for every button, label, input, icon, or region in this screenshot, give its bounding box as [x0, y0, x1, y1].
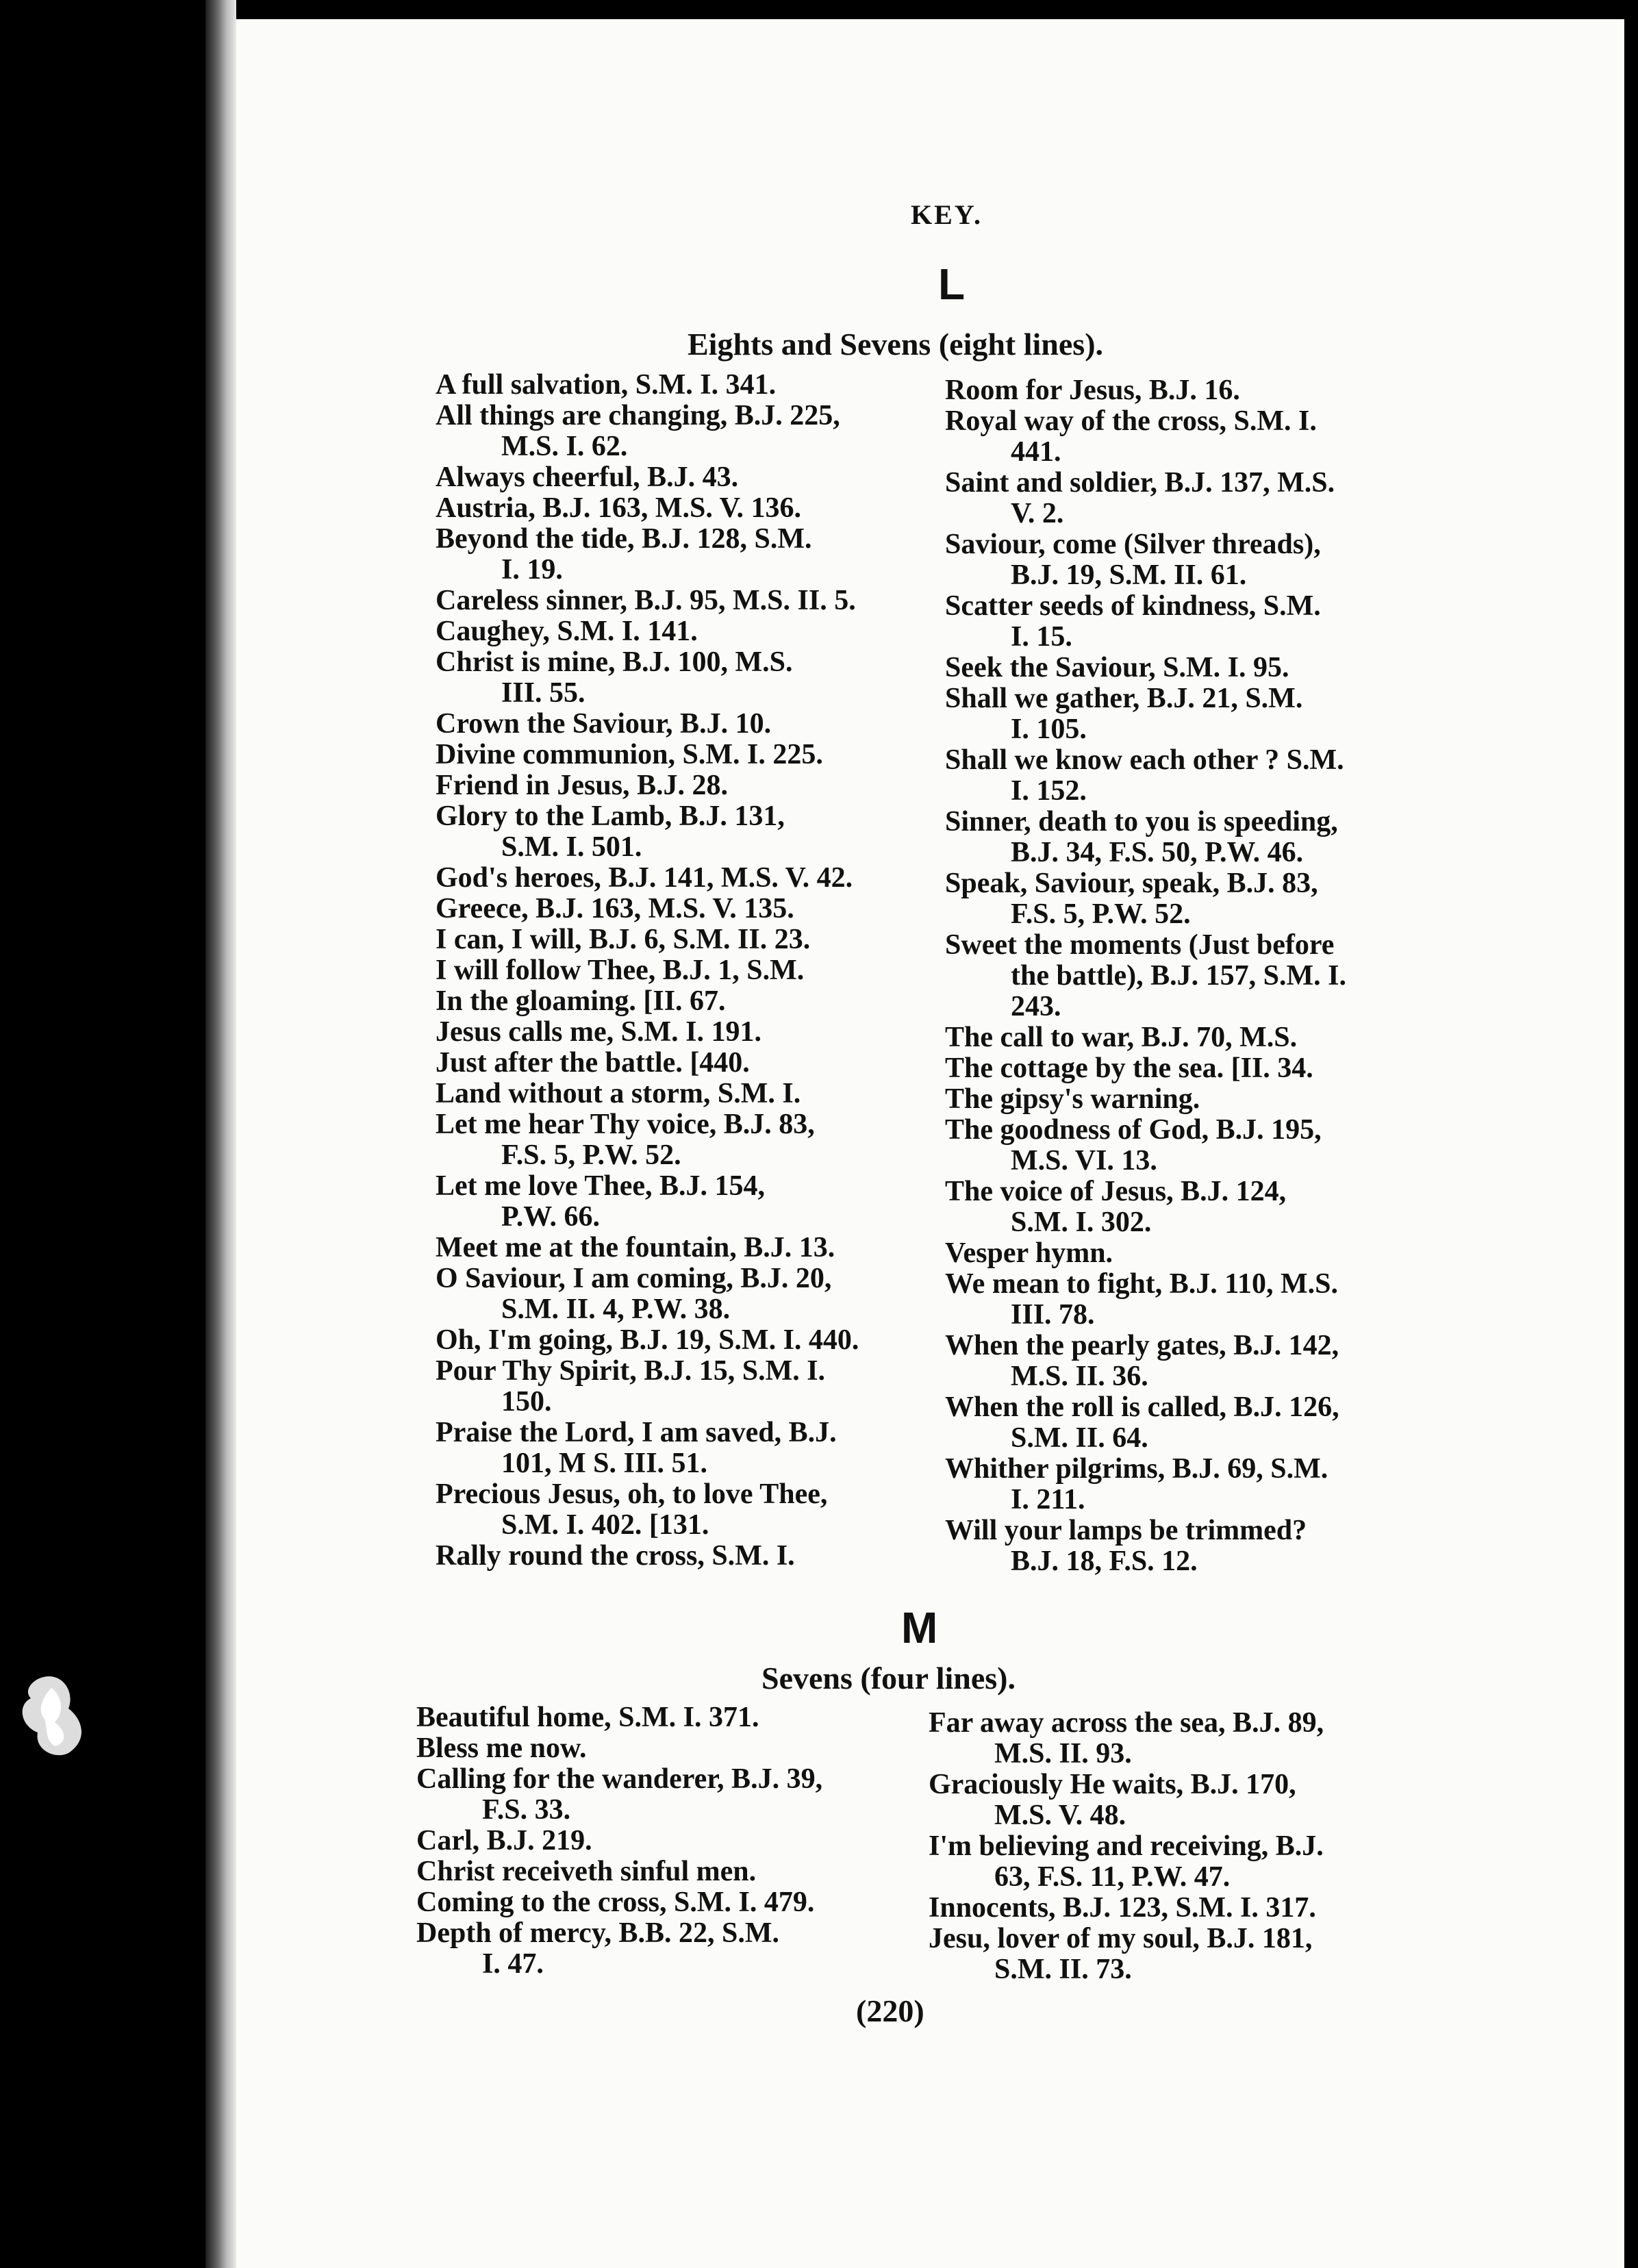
index-entry [945, 1115, 1452, 1176]
index-entry [416, 1918, 916, 1980]
index-entry [945, 591, 1452, 653]
entry-title: Will your lamps be trimmed? [945, 1515, 1307, 1546]
index-entry [945, 529, 1452, 591]
index-entry [436, 1233, 935, 1263]
entry-title: Speak, Saviour, speak, B.J. 83, [945, 868, 1318, 899]
index-entry [945, 653, 1452, 683]
entry-title: O Saviour, I am coming, B.J. 20, [436, 1263, 832, 1294]
index-column-l-right [945, 375, 1452, 1577]
entry-title: Careless sinner, B.J. 95, M.S. II. 5. [436, 585, 856, 616]
index-entry [436, 1109, 935, 1171]
index-entry [436, 1171, 935, 1233]
index-entry [945, 1238, 1452, 1269]
entry-title: The gipsy's warning. [945, 1083, 1200, 1115]
index-entry [945, 1515, 1452, 1577]
index-entry [929, 1893, 1435, 1924]
index-entry [436, 955, 935, 986]
entry-continuation: S.M. I. 402. [131. [501, 1509, 709, 1541]
index-entry [436, 647, 935, 709]
index-entry [436, 709, 935, 740]
entry-title: When the roll is called, B.J. 126, [945, 1391, 1339, 1423]
entry-continuation: S.M. II. 64. [1011, 1422, 1148, 1454]
entry-title: Shall we know each other ? S.M. [945, 744, 1344, 776]
entry-title: Christ receiveth sinful men. [416, 1856, 757, 1887]
index-entry [436, 1263, 935, 1325]
entry-continuation: M.S. VI. 13. [1011, 1145, 1157, 1176]
entry-continuation: S.M. I. 302. [1011, 1207, 1152, 1238]
entry-title: The call to war, B.J. 70, M.S. [945, 1022, 1298, 1053]
section-letter-l: L [938, 260, 966, 309]
entry-title: Praise the Lord, I am saved, B.J. [436, 1417, 837, 1448]
index-entry [945, 1084, 1452, 1115]
index-entry [945, 1022, 1452, 1053]
index-entry [945, 1454, 1452, 1515]
entry-continuation: M.S. V. 48. [994, 1800, 1126, 1831]
index-entry [436, 1356, 935, 1418]
index-entry [945, 406, 1452, 468]
entry-title: Saint and soldier, B.J. 137, M.S. [945, 467, 1335, 499]
entry-title: Just after the battle. [440. [436, 1047, 750, 1079]
index-entry [436, 370, 935, 401]
entry-continuation: I. 19. [501, 554, 563, 585]
index-entry [945, 868, 1452, 930]
index-column-l-left [436, 370, 935, 1572]
entry-title: Bless me now. [416, 1732, 587, 1764]
index-entry [929, 1708, 1435, 1769]
entry-title: Beyond the tide, B.J. 128, S.M. [436, 523, 812, 555]
entry-title: Room for Jesus, B.J. 16. [945, 375, 1240, 406]
entry-continuation: F.S. 5, P.W. 52. [501, 1139, 681, 1171]
index-entry [436, 462, 935, 493]
entry-continuation: B.J. 19, S.M. II. 61. [1011, 559, 1247, 591]
entry-title: I will follow Thee, B.J. 1, S.M. [436, 955, 805, 986]
entry-continuation: 101, M S. III. 51. [501, 1448, 708, 1479]
entry-title: Saviour, come (Silver threads), [945, 529, 1321, 560]
entry-continuation: I. 47. [482, 1948, 544, 1980]
index-entry [945, 1392, 1452, 1454]
index-entry [416, 1733, 916, 1764]
index-entry [436, 1479, 935, 1541]
entry-title: Always cheerful, B.J. 43. [436, 462, 739, 493]
entry-continuation: M.S. II. 36. [1011, 1361, 1148, 1392]
index-entry [416, 1856, 916, 1887]
index-entry [929, 1924, 1435, 1985]
index-entry [436, 401, 935, 462]
entry-continuation: III. 78. [1011, 1299, 1095, 1331]
entry-title: Whither pilgrims, B.J. 69, S.M. [945, 1453, 1328, 1485]
entry-continuation: I. 15. [1011, 621, 1072, 653]
entry-title: Far away across the sea, B.J. 89, [929, 1707, 1324, 1739]
section-letter-m: M [901, 1603, 938, 1652]
index-entry [416, 1764, 916, 1826]
index-entry [416, 1887, 916, 1918]
index-entry [436, 616, 935, 647]
entry-continuation: I. 211. [1011, 1484, 1085, 1515]
index-entry [436, 894, 935, 924]
entry-continuation: S.M. I. 501. [501, 831, 642, 863]
entry-title: Innocents, B.J. 123, S.M. I. 317. [929, 1892, 1316, 1924]
index-entry [436, 585, 935, 616]
entry-title: Rally round the cross, S.M. I. [436, 1540, 795, 1572]
entry-continuation: B.J. 34, F.S. 50, P.W. 46. [1011, 837, 1304, 868]
entry-title: Oh, I'm going, B.J. 19, S.M. I. 440. [436, 1324, 859, 1356]
entry-title: Calling for the wanderer, B.J. 39, [416, 1763, 823, 1795]
entry-title: Sinner, death to you is speeding, [945, 806, 1338, 837]
entry-title: Seek the Saviour, S.M. I. 95. [945, 652, 1289, 683]
entry-title: In the gloaming. [II. 67. [436, 985, 726, 1017]
entry-title: Precious Jesus, oh, to love Thee, [436, 1478, 828, 1510]
entry-title: When the pearly gates, B.J. 142, [945, 1330, 1339, 1361]
entry-title: Land without a storm, S.M. I. [436, 1078, 801, 1109]
entry-title: Let me hear Thy voice, B.J. 83, [436, 1109, 815, 1140]
entry-title: Divine communion, S.M. I. 225. [436, 739, 823, 770]
index-column-m-right [929, 1708, 1435, 1985]
entry-continuation: F.S. 5, P.W. 52. [1011, 898, 1191, 930]
entry-continuation: III. 55. [501, 677, 585, 709]
entry-continuation: S.M. II. 4, P.W. 38. [501, 1294, 731, 1325]
index-entry [945, 745, 1452, 807]
index-entry [436, 863, 935, 894]
section-title-m: Sevens (four lines). [761, 1661, 1016, 1696]
entry-continuation: V. 2. [1011, 498, 1064, 529]
entry-title: Friend in Jesus, B.J. 28. [436, 770, 729, 801]
index-entry [436, 524, 935, 585]
index-entry [436, 1079, 935, 1109]
index-entry [436, 1017, 935, 1048]
index-entry [416, 1702, 916, 1733]
entry-title: I can, I will, B.J. 6, S.M. II. 23. [436, 924, 811, 955]
entry-title: God's heroes, B.J. 141, M.S. V. 42. [436, 862, 853, 894]
entry-title: Graciously He waits, B.J. 170, [929, 1769, 1296, 1800]
entry-title: Let me love Thee, B.J. 154, [436, 1170, 765, 1202]
entry-title: Christ is mine, B.J. 100, M.S. [436, 646, 793, 678]
entry-title: Greece, B.J. 163, M.S. V. 135. [436, 893, 794, 924]
index-column-m-left [416, 1702, 916, 1980]
entry-title: Beautiful home, S.M. I. 371. [416, 1702, 759, 1733]
entry-title: Meet me at the fountain, B.J. 13. [436, 1232, 835, 1263]
entry-continuation: 441. [1011, 436, 1061, 468]
entry-title: Sweet the moments (Just before [945, 929, 1335, 961]
entry-title: Shall we gather, B.J. 21, S.M. [945, 683, 1303, 714]
scan-border-left [0, 0, 205, 2268]
index-entry [945, 1053, 1452, 1084]
index-entry [436, 1418, 935, 1479]
scan-border-right [1624, 0, 1638, 2268]
entry-continuation: I. 152. [1011, 775, 1087, 807]
index-entry [436, 986, 935, 1017]
entry-continuation: 150. [501, 1386, 552, 1418]
scan-border-top [0, 0, 1638, 19]
entry-continuation: the battle), B.J. 157, S.M. I. [1011, 960, 1346, 992]
entry-title: Depth of mercy, B.B. 22, S.M. [416, 1917, 780, 1949]
index-entry [416, 1826, 916, 1856]
entry-title: I'm believing and receiving, B.J. [929, 1830, 1324, 1862]
index-entry [436, 801, 935, 863]
entry-continuation: 63, F.S. 11, P.W. 47. [994, 1861, 1231, 1893]
entry-title: A full salvation, S.M. I. 341. [436, 369, 777, 401]
entry-title: Austria, B.J. 163, M.S. V. 136. [436, 492, 802, 524]
page-number: (220) [856, 1993, 924, 2028]
entry-title: Royal way of the cross, S.M. I. [945, 405, 1317, 437]
page-header: KEY. [911, 199, 983, 230]
entry-title: Caughey, S.M. I. 141. [436, 616, 698, 647]
entry-title: We mean to fight, B.J. 110, M.S. [945, 1268, 1338, 1300]
entry-title: The voice of Jesus, B.J. 124, [945, 1176, 1287, 1207]
entry-title: Glory to the Lamb, B.J. 131, [436, 801, 785, 832]
entry-title: Coming to the cross, S.M. I. 479. [416, 1887, 815, 1918]
section-title-l: Eights and Sevens (eight lines). [688, 327, 1104, 362]
page-edge-shadow [205, 0, 236, 2268]
index-entry [945, 468, 1452, 529]
index-entry [945, 683, 1452, 745]
entry-title: All things are changing, B.J. 225, [436, 400, 840, 431]
index-entry [929, 1831, 1435, 1893]
index-entry [436, 740, 935, 770]
entry-title: Carl, B.J. 219. [416, 1825, 592, 1856]
entry-title: Jesu, lover of my soul, B.J. 181, [929, 1923, 1313, 1954]
entry-continuation: I. 105. [1011, 714, 1087, 745]
entry-title: Jesus calls me, S.M. I. 191. [436, 1016, 761, 1048]
entry-continuation: P.W. 66. [501, 1201, 600, 1233]
index-entry [436, 770, 935, 801]
index-entry [945, 807, 1452, 868]
index-entry [436, 1048, 935, 1079]
entry-continuation: S.M. II. 73. [994, 1954, 1132, 1985]
entry-title: Vesper hymn. [945, 1237, 1113, 1269]
index-entry [945, 1176, 1452, 1238]
entry-continuation: M.S. I. 62. [501, 431, 628, 462]
index-entry [929, 1769, 1435, 1831]
index-entry [945, 930, 1452, 1022]
index-entry [436, 1541, 935, 1572]
index-entry [436, 493, 935, 524]
entry-continuation: B.J. 18, F.S. 12. [1011, 1546, 1198, 1577]
index-entry [945, 1269, 1452, 1331]
entry-continuation: 243. [1011, 991, 1061, 1022]
index-entry [945, 1331, 1452, 1392]
index-entry [945, 375, 1452, 406]
entry-title: The cottage by the sea. [II. 34. [945, 1053, 1313, 1084]
index-entry [436, 924, 935, 955]
entry-title: Crown the Saviour, B.J. 10. [436, 708, 772, 740]
entry-continuation: M.S. II. 93. [994, 1738, 1132, 1769]
ink-stain [14, 1671, 96, 1760]
index-entry [436, 1325, 935, 1356]
entry-continuation: F.S. 33. [482, 1794, 571, 1826]
entry-title: Scatter seeds of kindness, S.M. [945, 590, 1321, 622]
entry-title: The goodness of God, B.J. 195, [945, 1114, 1322, 1146]
entry-title: Pour Thy Spirit, B.J. 15, S.M. I. [436, 1355, 826, 1387]
